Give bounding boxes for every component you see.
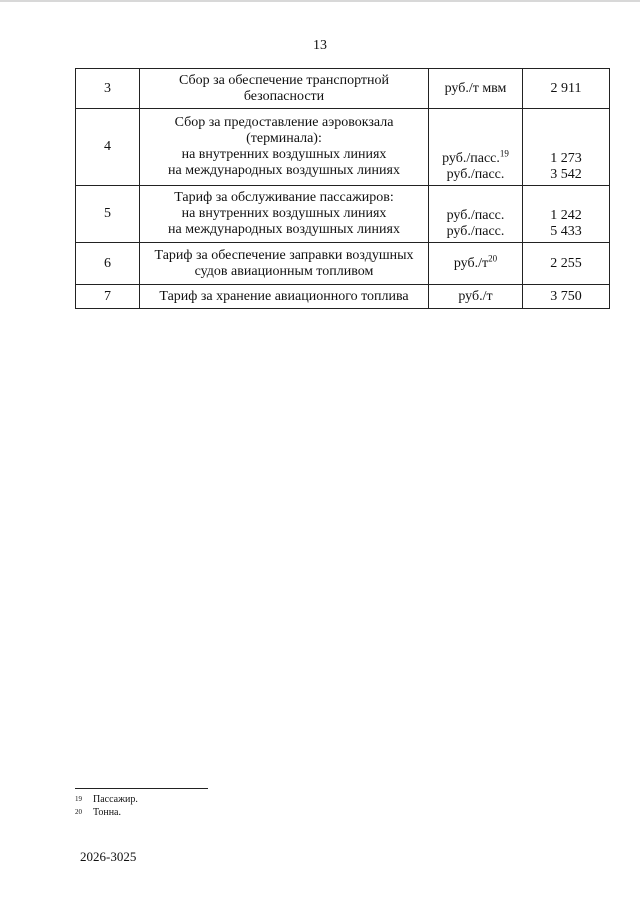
name-line: на международных воздушных линиях <box>168 222 400 237</box>
name-line: на внутренних воздушных линиях <box>181 206 387 221</box>
row-number: 5 <box>76 186 140 243</box>
row-name <box>140 69 429 109</box>
name-line: Тариф за хранение авиационного топлива <box>159 288 409 304</box>
footnote-ref: 19 <box>499 148 509 159</box>
row-unit <box>429 243 523 285</box>
row-value <box>523 69 610 109</box>
row-name <box>140 243 429 285</box>
value-line: 3 750 <box>550 288 582 304</box>
row-name <box>140 285 429 309</box>
table-row <box>76 285 610 309</box>
table-row <box>76 69 610 109</box>
unit-line: руб./т мвм <box>444 80 507 96</box>
tariff-table <box>75 68 610 309</box>
table-row <box>76 109 610 186</box>
name-line: (терминала): <box>246 131 322 146</box>
footnote-mark: 20 <box>75 808 82 816</box>
value-line: 1 242 <box>550 208 582 223</box>
row-name <box>140 186 429 243</box>
footnote-ref: 20 <box>488 252 498 263</box>
row-number: 6 <box>76 243 140 285</box>
table-row <box>76 186 610 243</box>
unit-text: руб./т <box>453 255 489 271</box>
unit-line: руб./пасс. <box>446 208 505 223</box>
name-line: судов авиационным топливом <box>194 263 374 279</box>
footnotes <box>75 793 138 819</box>
document-code: 2026-3025 <box>80 849 137 864</box>
name-line: Сбор за обеспечение транспортной <box>178 72 390 88</box>
row-unit <box>429 186 523 243</box>
value-line: 2 255 <box>550 255 582 271</box>
footnote-text: Тонна. <box>93 807 121 818</box>
table-row <box>76 243 610 285</box>
row-value <box>523 285 610 309</box>
name-line: безопасности <box>243 88 325 104</box>
value-line: 1 273 <box>550 151 582 166</box>
unit-line <box>433 148 518 167</box>
unit-line: руб./т <box>458 288 493 304</box>
footnote-text: Пассажир. <box>93 794 138 805</box>
unit-text: руб./пасс. <box>442 151 500 166</box>
row-unit <box>429 109 523 186</box>
value-line: 5 433 <box>550 224 582 239</box>
value-line: 3 542 <box>550 167 582 182</box>
unit-line <box>433 252 518 272</box>
footnote-mark: 19 <box>75 795 82 803</box>
page-number: 13 <box>313 38 327 53</box>
row-value <box>523 243 610 285</box>
row-value <box>523 186 610 243</box>
name-line: на международных воздушных линиях <box>168 163 400 178</box>
name-line: на внутренних воздушных линиях <box>181 147 387 162</box>
scan-edge <box>0 0 640 2</box>
row-number: 7 <box>76 285 140 309</box>
row-name <box>140 109 429 186</box>
row-unit <box>429 285 523 309</box>
footnote-divider <box>75 788 208 789</box>
row-unit <box>429 69 523 109</box>
name-line: Сбор за предоставление аэровокзала <box>174 115 394 130</box>
footnote <box>75 793 138 806</box>
name-line: Тариф за обслуживание пассажиров: <box>174 190 394 205</box>
row-value <box>523 109 610 186</box>
footnote <box>75 806 138 819</box>
unit-line: руб./пасс. <box>446 224 505 239</box>
row-number: 3 <box>76 69 140 109</box>
name-line: Тариф за обеспечение заправки воздушных <box>154 247 414 263</box>
value-line: 2 911 <box>550 80 582 96</box>
unit-line: руб./пасс. <box>446 167 505 182</box>
row-number: 4 <box>76 109 140 186</box>
